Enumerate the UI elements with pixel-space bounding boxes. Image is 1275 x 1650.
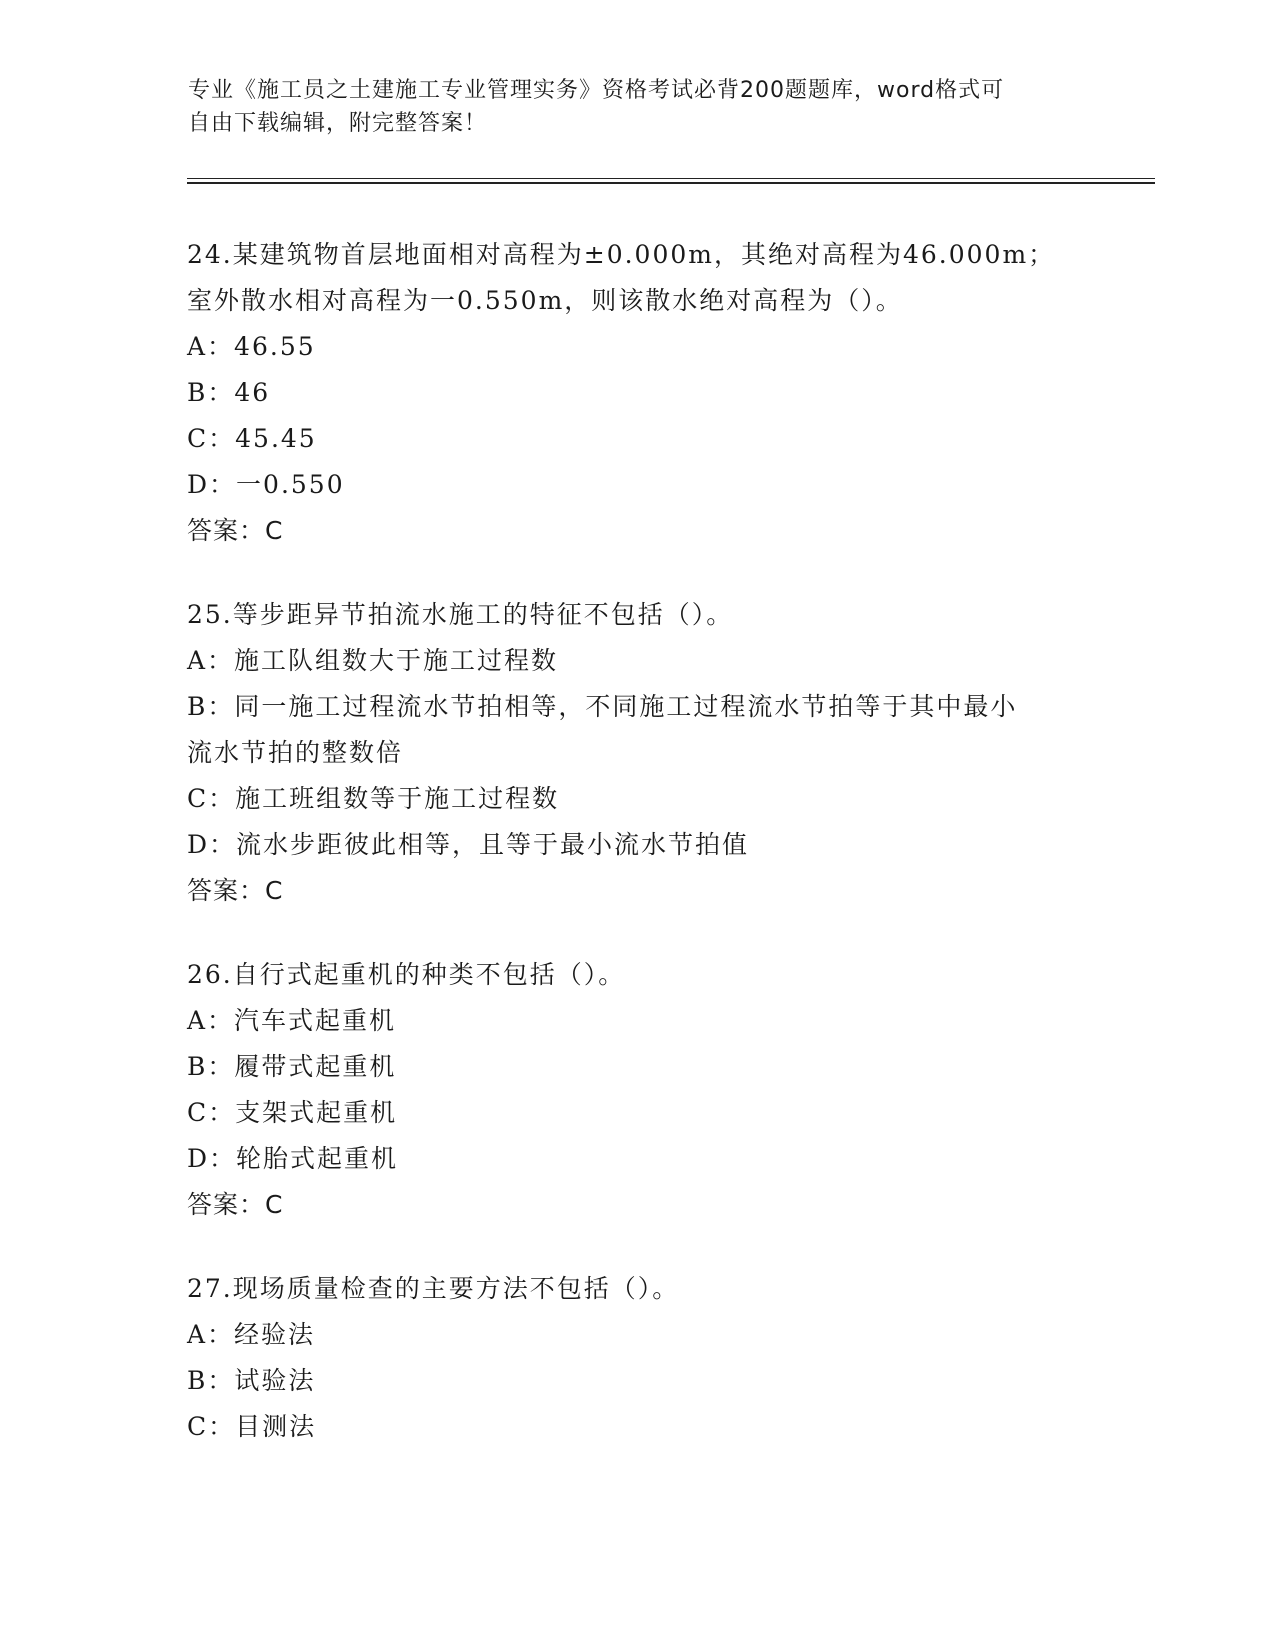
option-a: A：汽车式起重机 <box>187 1006 397 1035</box>
option-d: D：流水步距彼此相等，且等于最小流水节拍值 <box>187 830 750 859</box>
answer-line: 答案：C <box>187 876 284 905</box>
document-header <box>188 74 1068 140</box>
answer-line: 答案：C <box>187 516 284 545</box>
question-stem-line: 室外散水相对高程为一0.550m，则该散水绝对高程为（）。 <box>187 286 903 315</box>
option-d: D：一0.550 <box>187 470 345 499</box>
option-b: B：46 <box>187 378 271 407</box>
question-stem-line: 27.现场质量检查的主要方法不包括（）。 <box>187 1274 680 1303</box>
option-a: A：46.55 <box>187 332 316 361</box>
option-b: B：履带式起重机 <box>187 1052 397 1081</box>
option-a: A：经验法 <box>187 1320 316 1349</box>
header-divider-thick <box>187 182 1155 184</box>
option-c: C：支架式起重机 <box>187 1098 398 1127</box>
option-b: B：同一施工过程流水节拍相等，不同施工过程流水节拍等于其中最小 <box>187 692 1018 721</box>
answer-line: 答案：C <box>187 1190 284 1219</box>
option-b-continued: 流水节拍的整数倍 <box>187 738 404 767</box>
question-25 <box>187 592 1107 914</box>
question-stem-line: 24.某建筑物首层地面相对高程为±0.000m，其绝对高程为46.000m； <box>187 240 1056 269</box>
question-24 <box>187 232 1107 554</box>
option-b: B：试验法 <box>187 1366 316 1395</box>
question-26 <box>187 952 1107 1228</box>
question-stem-line: 25.等步距异节拍流水施工的特征不包括（）。 <box>187 600 734 629</box>
question-27 <box>187 1266 1107 1450</box>
question-stem-line: 26.自行式起重机的种类不包括（）。 <box>187 960 626 989</box>
option-c: C：目测法 <box>187 1412 317 1441</box>
option-c: C：施工班组数等于施工过程数 <box>187 784 560 813</box>
option-a: A：施工队组数大于施工过程数 <box>187 646 559 675</box>
header-divider-thin <box>187 178 1155 179</box>
question-list <box>187 232 1107 1488</box>
header-line-2: 自由下载编辑，附完整答案！ <box>188 111 488 136</box>
option-c: C：45.45 <box>187 424 317 453</box>
option-d: D：轮胎式起重机 <box>187 1144 399 1173</box>
header-line-1: 专业《施工员之土建施工专业管理实务》资格考试必背200题题库，word格式可 <box>188 78 1005 103</box>
